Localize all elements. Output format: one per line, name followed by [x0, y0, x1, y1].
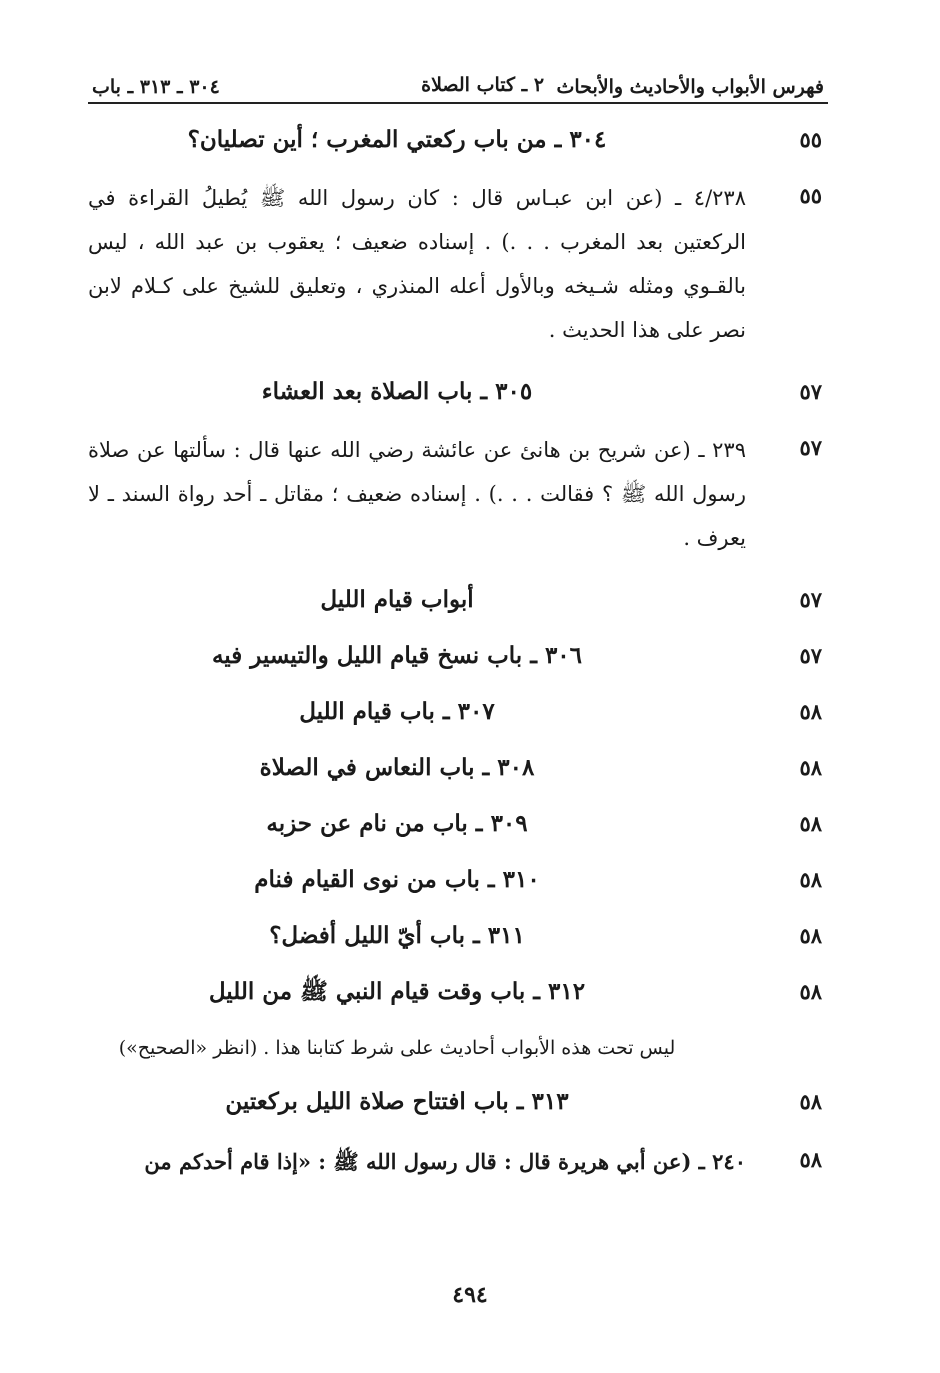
header-chapter-range: ٣٠٤ ـ ٣١٣ ـ باب	[92, 76, 220, 98]
index-entry	[88, 916, 828, 972]
chapter-title: ٣١٣ ـ باب افتتاح صلاة الليل بركعتين	[225, 1088, 569, 1115]
header-book-title: ٢ ـ كتاب الصلاة	[421, 74, 545, 96]
index-entry	[88, 120, 828, 176]
entry-page-number: ٥٨	[799, 1147, 822, 1172]
index-entry	[88, 428, 828, 580]
entry-page-number: ٥٧	[799, 643, 822, 668]
index-entry	[88, 636, 828, 692]
chapter-title: ٣٠٦ ـ باب نسخ قيام الليل والتيسير فيه	[211, 642, 583, 669]
index-page	[88, 60, 828, 1188]
entry-page-number: ٥٧	[799, 379, 822, 404]
hadith-entry: ٤/٢٣٨ ـ (عن ابن عبـاس قال : كان رسول الله ﷺ يُطيلُ القراءة في الركعتين بعد المغرب . . .) . إسناده ضعيف ؛ يعقوب بن عبد الله ، ليس بالقـوي ومثله شـيخه وبالأول أعله المنذري ، وتعليق للشيخ على كـلام لابن نصر على هذا الحديث .	[88, 186, 746, 342]
index-entry	[88, 1082, 828, 1140]
entry-page-number: ٥٨	[799, 979, 822, 1004]
chapter-title: ٣١٠ ـ باب من نوى القيام فنام	[254, 866, 540, 893]
entry-page-number: ٥٨	[799, 811, 822, 836]
entry-page-number: ٥٥	[799, 127, 822, 152]
index-note	[88, 1028, 828, 1082]
entry-page-number: ٥٨	[799, 867, 822, 892]
chapter-title: ٣٠٤ ـ من باب ركعتي المغرب ؛ أين تصليان؟	[187, 126, 607, 153]
index-entry	[88, 860, 828, 916]
index-entry	[88, 1140, 828, 1188]
entry-page-number: ٥٨	[799, 923, 822, 948]
chapter-title: ٣٠٥ ـ باب الصلاة بعد العشاء	[261, 378, 533, 405]
index-entries	[88, 120, 828, 1188]
entry-page-number: ٥٨	[799, 699, 822, 724]
section-title: أبواب قيام الليل	[320, 586, 474, 613]
chapter-title: ٣٠٨ ـ باب النعاس في الصلاة	[259, 754, 535, 781]
chapter-title: ٣٠٩ ـ باب من نام عن حزبه	[266, 810, 528, 837]
index-entry	[88, 748, 828, 804]
index-entry	[88, 804, 828, 860]
hadith-entry: ٢٣٩ ـ (عن شريح بن هانئ عن عائشة رضي الله عنها قال : سألتها عن صلاة رسول الله ﷺ ؟ فقالت . . .) . إسناده ضعيف ؛ مقاتل ـ أحد رواة السند ـ لا يعرف .	[88, 438, 746, 550]
note-text: ليس تحت هذه الأبواب أحاديث على شرط كتابنا هذا . (انظر «الصحيح»)	[118, 1037, 676, 1059]
entry-page-number: ٥٨	[799, 755, 822, 780]
entry-page-number: ٥٧	[799, 587, 822, 612]
chapter-title: ٣٠٧ ـ باب قيام الليل	[299, 698, 495, 725]
entry-page-number: ٥٥	[799, 183, 822, 208]
header-index-title: فهرس الأبواب والأحاديث والأبحاث	[556, 76, 824, 98]
index-entry	[88, 972, 828, 1028]
running-header	[88, 60, 828, 104]
hadith-entry: ٢٤٠ ـ (عن أبي هريرة قال : قال رسول الله ﷺ : «إذا قام أحدكم من	[144, 1149, 746, 1174]
index-entry	[88, 372, 828, 428]
page-number: ٤٩٤	[452, 1282, 488, 1308]
chapter-title: ٣١٢ ـ باب وقت قيام النبي ﷺ من الليل	[208, 978, 586, 1005]
index-entry	[88, 692, 828, 748]
chapter-title: ٣١١ ـ باب أيّ الليل أفضل؟	[269, 922, 525, 949]
index-entry	[88, 580, 828, 636]
index-entry	[88, 176, 828, 372]
entry-page-number: ٥٧	[799, 435, 822, 460]
entry-page-number: ٥٨	[799, 1089, 822, 1114]
